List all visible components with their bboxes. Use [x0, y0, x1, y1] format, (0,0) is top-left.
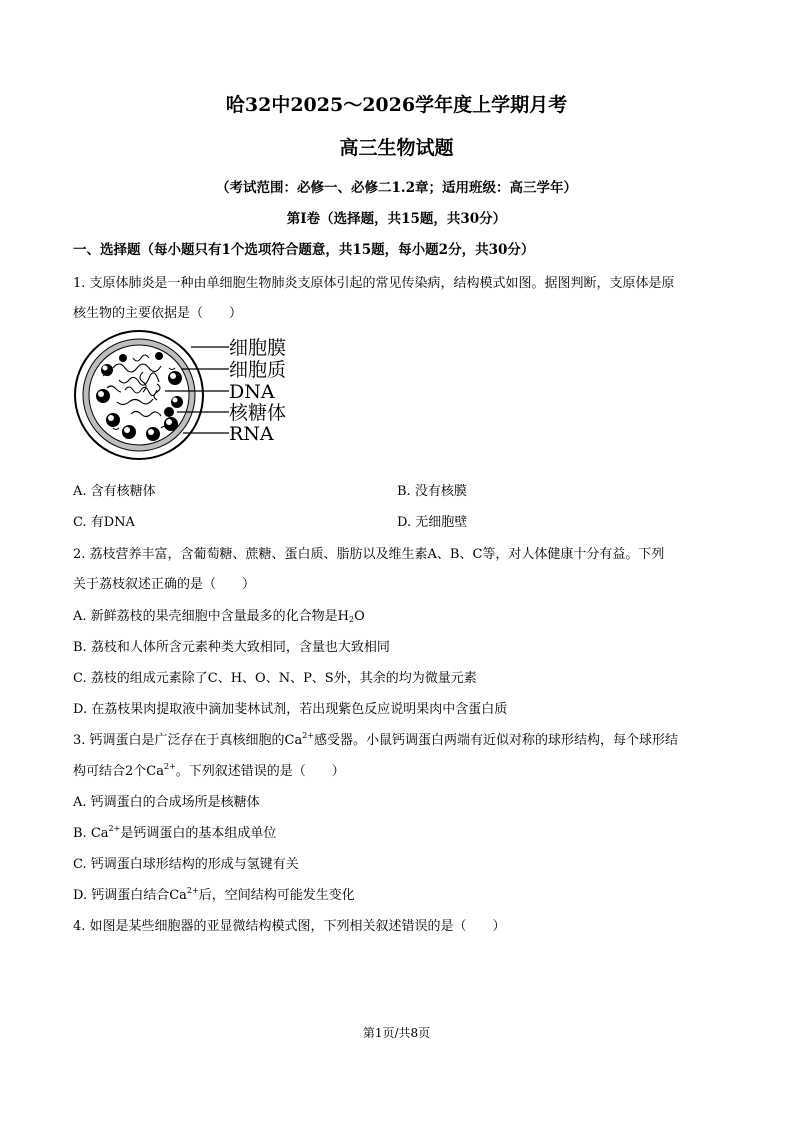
q3-stem-line1	[73, 729, 678, 748]
q1-stem-line1: 1. 支原体肺炎是一种由单细胞生物肺炎支原体引起的常见传染病，结构模式如图。据图判断，支原体是原	[73, 276, 675, 291]
q2-option-a[interactable]	[73, 605, 365, 624]
q1-option-c[interactable]: C. 有DNA	[73, 515, 135, 530]
exam-scope: （考试范围：必修一、必修二1.2章；适用班级：高三学年）	[216, 180, 577, 196]
q3-option-b-b: 是钙调蛋白的基本组成单位	[120, 826, 277, 841]
exam-title: 哈32中2025～2026学年度上学期月考	[225, 94, 568, 116]
q3-option-c[interactable]: C. 钙调蛋白球形结构的形成与氢键有关	[73, 857, 299, 872]
q3-superscript-2: 2+	[163, 762, 176, 771]
q3-option-b-a: B. Ca	[73, 826, 109, 841]
q3-option-d-b: 后，空间结构可能发生变化	[198, 888, 355, 903]
q2-option-c[interactable]: C. 荔枝的组成元素除了C、H、O、N、P、S外，其余的均为微量元素	[73, 671, 477, 686]
q1-option-d[interactable]: D. 无细胞壁	[397, 515, 468, 530]
q3-stem-line1-a: 3. 钙调蛋白是广泛存在于真核细胞的Ca	[73, 733, 303, 748]
label-dna: DNA	[229, 381, 275, 403]
label-cell-membrane: 细胞膜	[229, 337, 287, 359]
q1-option-b[interactable]: B. 没有核膜	[397, 484, 467, 499]
volume-heading: 第Ⅰ卷（选择题，共15题，共30分）	[286, 211, 507, 227]
q3-stem-line2-a: 构可结合2个Ca	[73, 764, 164, 779]
page-number: 第1页/共8页	[362, 1026, 431, 1040]
q3-stem-line1-b: 感受器。小鼠钙调蛋白两端有近似对称的球形结构，每个球形结	[314, 733, 679, 748]
q1-option-a[interactable]: A. 含有核糖体	[73, 484, 156, 499]
q4-stem-line1: 4. 如图是某些细胞器的亚显微结构模式图，下列相关叙述错误的是（ ）	[73, 919, 506, 934]
q2-stem-line2: 关于荔枝叙述正确的是（ ）	[73, 577, 256, 592]
q2-stem-line1: 2. 荔枝营养丰富，含葡萄糖、蔗糖、蛋白质、脂肪以及维生素A、B、C等，对人体健康十分有益。下列	[73, 547, 665, 562]
q2-option-a-suffix: O	[354, 609, 365, 624]
section-heading: 一、选择题（每小题只有1个选项符合题意，共15题，每小题2分，共30分）	[73, 242, 535, 258]
q3-option-b[interactable]	[73, 822, 276, 841]
q2-option-a-text: A. 新鲜荔枝的果壳细胞中含量最多的化合物是H	[73, 609, 349, 624]
q3-superscript-1: 2+	[302, 731, 315, 740]
q2-option-a-subscript: 2	[349, 615, 355, 624]
q2-option-b[interactable]: B. 荔枝和人体所含元素种类大致相同，含量也大致相同	[73, 640, 390, 655]
q1-stem-line2: 核生物的主要依据是（ ）	[73, 306, 243, 321]
mycoplasma-structure-diagram	[73, 328, 303, 463]
q3-superscript-3: 2+	[108, 824, 121, 833]
q3-stem-line2-b: 。下列叙述错误的是（ ）	[175, 764, 345, 779]
label-rna: RNA	[229, 423, 274, 445]
exam-subtitle: 高三生物试题	[339, 137, 454, 159]
label-cytoplasm: 细胞质	[229, 359, 287, 381]
q3-superscript-4: 2+	[186, 886, 199, 895]
q3-option-d[interactable]	[73, 884, 355, 903]
q2-option-d[interactable]: D. 在荔枝果肉提取液中滴加斐林试剂，若出现紫色反应说明果肉中含蛋白质	[73, 702, 508, 717]
q3-stem-line2	[73, 760, 345, 779]
q3-option-d-a: D. 钙调蛋白结合Ca	[73, 888, 187, 903]
label-ribosome: 核糖体	[229, 402, 287, 424]
q3-option-a[interactable]: A. 钙调蛋白的合成场所是核糖体	[73, 795, 260, 810]
